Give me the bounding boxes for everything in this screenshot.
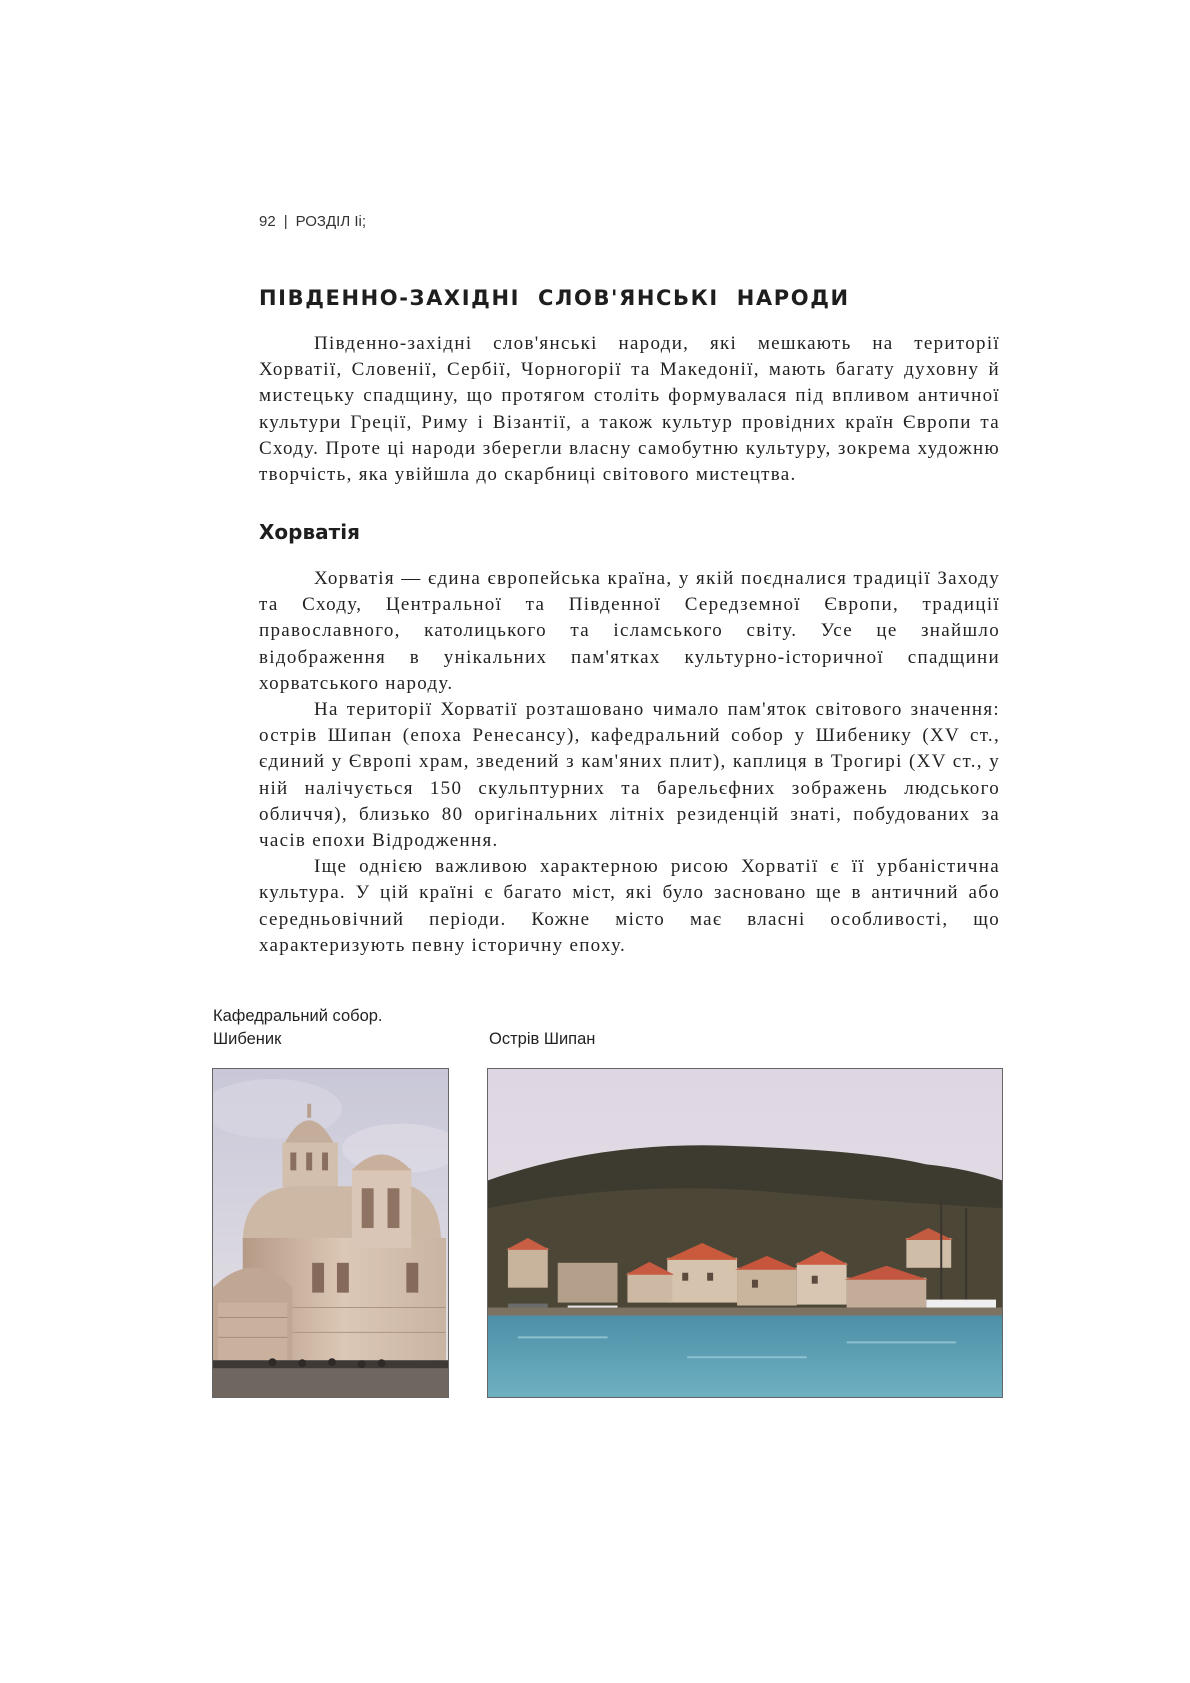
cathedral-caption (213, 1005, 433, 1051)
croatia-paragraph-3: Іще однією важливою характерною рисою Хорватії є її урбаністична культура. У цій країні є багато міст, які було засновано ще в античний або середньовічний періоди. Кожне місто має власні особливості, що характеризують певну історичну епоху. (259, 856, 1000, 956)
running-head (259, 213, 366, 230)
cathedral-illustration (213, 1069, 448, 1397)
cathedral-caption-line-1: Кафедральний собор. (213, 1007, 383, 1025)
cathedral-caption-line-2: Шибеник (213, 1030, 282, 1048)
island-caption: Острів Шипан (489, 1030, 596, 1048)
header-separator: | (283, 213, 288, 230)
cathedral-photo (212, 1068, 449, 1398)
page-number: 92 (259, 213, 276, 230)
section-title: ПІВДЕННО-ЗАХІДНІ СЛОВ'ЯНСЬКІ НАРОДИ (259, 286, 850, 310)
croatia-text (259, 566, 1000, 959)
section-label: РОЗДІЛ Ii; (295, 213, 367, 230)
croatia-paragraph-2: На території Хорватії розташовано чимало пам'яток світового значення: острів Шипан (епоха Ренесансу), кафедральний собор у Шибенику (XV ст., єдиний у Європі храм, зведений з кам'яних плит), каплиця в Трогирі (XV ст., у ній налічується 150 скульптурних та барельєфних зображень людського обличчя), близько 80 оригінальних літніх резиденцій знаті, побудованих за часів епохи Відродження. (259, 699, 1000, 852)
croatia-paragraph-1: Хорватія — єдина європейська країна, у якій поєдналися традиції Заходу та Сходу, Центральної та Південної Середземної Європи, традиції православного, католицького та ісламського світу. Усе це знайшло відображення в унікальних пам'ятках культурно-історичної спадщини хорватського народу. (259, 568, 1000, 694)
intro-text (259, 331, 1000, 488)
croatia-heading: Хорватія (259, 520, 360, 544)
island-photo (487, 1068, 1003, 1398)
intro-paragraph: Південно-західні слов'янські народи, які мешкають на території Хорватії, Словенії, Сербії, Чорногорії та Македонії, мають багату духовну й мистецьку спадщину, що протягом століть формувалася під впливом античної культури Греції, Риму і Візантії, а також культур провідних країн Європи та Сходу. Проте ці народи зберегли власну самобутню культуру, зокрема художню творчість, яка увійшла до скарбниці світового мистецтва. (259, 333, 1000, 486)
island-illustration (488, 1069, 1002, 1397)
